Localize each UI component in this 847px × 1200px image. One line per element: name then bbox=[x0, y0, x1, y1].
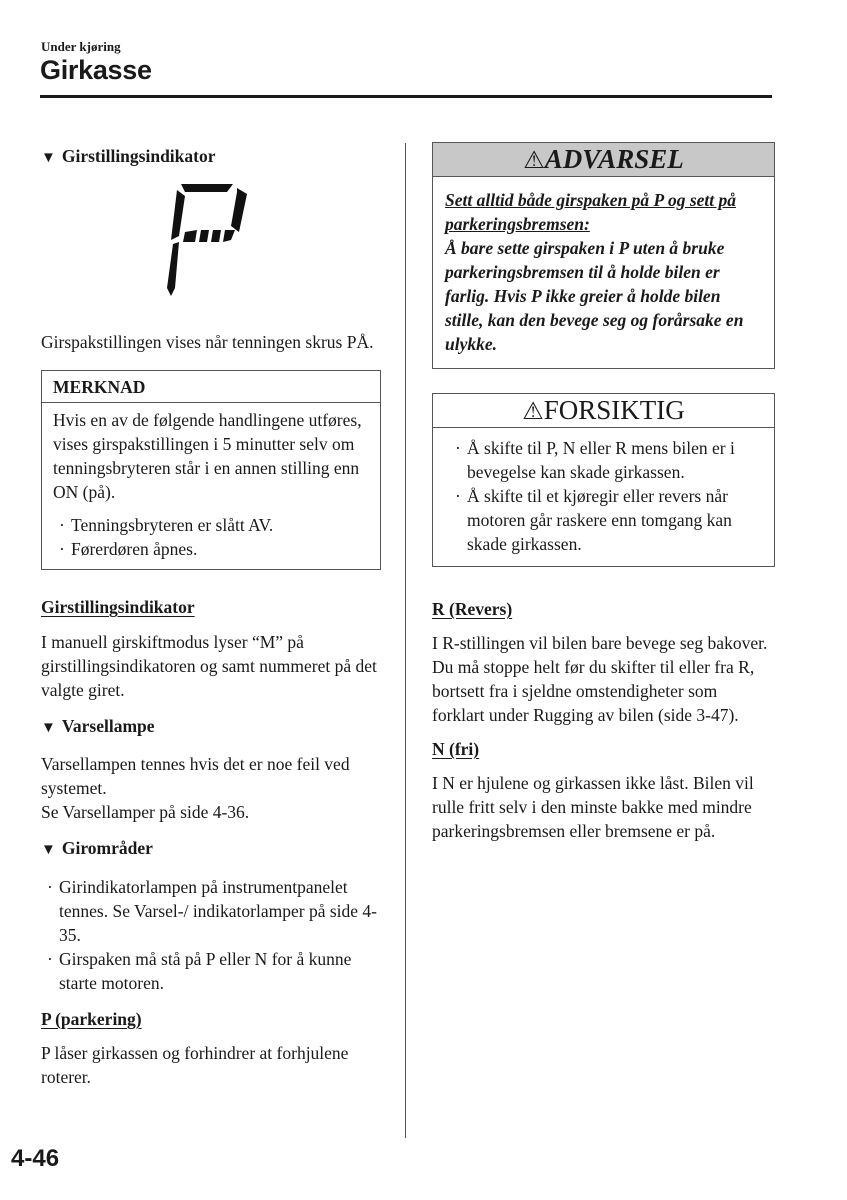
note-box bbox=[41, 370, 381, 570]
warning-box bbox=[432, 142, 775, 369]
gear-position-p-indicator-icon bbox=[163, 180, 258, 300]
caution-item: · Å skifte til et kjøregir eller revers når motoren går raskere enn tomgang kan skade girkassen. bbox=[455, 486, 732, 554]
page-title: Girkasse bbox=[40, 55, 152, 85]
warning-lead: Sett alltid både girspaken på P og sett på parkeringsbremsen: bbox=[445, 190, 737, 234]
page-number: 4-46 bbox=[11, 1145, 60, 1172]
girstilling-body: I manuell girskiftmodus lyser “M” på girstillingsindikatoren og samt nummeret på det valgte giret. bbox=[41, 632, 377, 700]
caution-title: ⚠FORSIKTIG bbox=[433, 394, 774, 428]
p-heading: P (parkering) bbox=[41, 1009, 142, 1029]
note-body: Hvis en av de følgende handlingene utføres, vises girspakstillingen i 5 minutter selv om tenningsbryteren står i en annen stilling enn ON (på). bbox=[53, 410, 362, 502]
varsellampe-reference: Se Varsellamper på side 4-36. bbox=[41, 802, 250, 822]
header-rule bbox=[40, 95, 772, 98]
caution-item: · Å skifte til P, N eller R mens bilen er i bevegelse kan skade girkassen. bbox=[455, 438, 735, 482]
r-heading: R (Revers) bbox=[432, 599, 513, 619]
warning-triangle-icon: ⚠ bbox=[522, 399, 544, 425]
column-divider bbox=[405, 143, 406, 1138]
giromrader-heading: ▼ Girområder bbox=[41, 838, 153, 858]
n-body: I N er hjulene og girkassen ikke låst. Bilen vil rulle fritt selv i den minste bakke med mindre parkeringsbremsen eller bremsene er på. bbox=[432, 773, 754, 841]
caution-box bbox=[432, 393, 775, 567]
note-title: MERKNAD bbox=[42, 371, 380, 403]
note-item: · Tenningsbryteren er slått AV. bbox=[59, 515, 274, 535]
r-body: I R-stillingen vil bilen bare bevege seg bakover. Du må stoppe helt før du skifter til eller fra R, bortsett fra i sjeldne omstendigheter som forklart under Rugging av bilen (side 3-47). bbox=[432, 633, 768, 725]
warning-title: ⚠ADVARSEL bbox=[433, 143, 774, 177]
triangle-down-icon: ▼ bbox=[41, 150, 56, 166]
varsellampe-heading: ▼ Varsellampe bbox=[41, 716, 155, 736]
giromrader-item: · Girindikatorlampen på instrumentpanelet tennes. Se Varsel-/ indikatorlamper på side 4-35. bbox=[47, 877, 377, 945]
triangle-down-icon: ▼ bbox=[41, 842, 56, 858]
p-body: P låser girkassen og forhindrer at forhjulene roterer. bbox=[41, 1043, 349, 1087]
varsellampe-body: Varsellampen tennes hvis det er noe feil ved systemet. bbox=[41, 754, 350, 798]
warning-triangle-icon: ⚠ bbox=[523, 148, 545, 174]
n-heading: N (fri) bbox=[432, 739, 480, 759]
right-text-column bbox=[432, 597, 773, 843]
giromrader-item: · Girspaken må stå på P eller N for å kunne starte motoren. bbox=[47, 949, 352, 993]
warning-body: Å bare sette girspaken i P uten å bruke parkeringsbremsen til å holde bilen er farlig. Hvis P ikke greier å holde bilen stille, kan den bevege seg og forårsake en ulykke. bbox=[445, 238, 744, 354]
note-item: · Førerdøren åpnes. bbox=[59, 539, 198, 559]
section-label: Under kjøring bbox=[41, 39, 121, 54]
indicator-heading: ▼ Girstillingsindikator bbox=[41, 146, 216, 166]
girstilling-heading: Girstillingsindikator bbox=[41, 597, 195, 617]
indicator-description: Girspakstillingen vises når tenningen skrus PÅ. bbox=[41, 332, 374, 352]
triangle-down-icon: ▼ bbox=[41, 720, 56, 736]
